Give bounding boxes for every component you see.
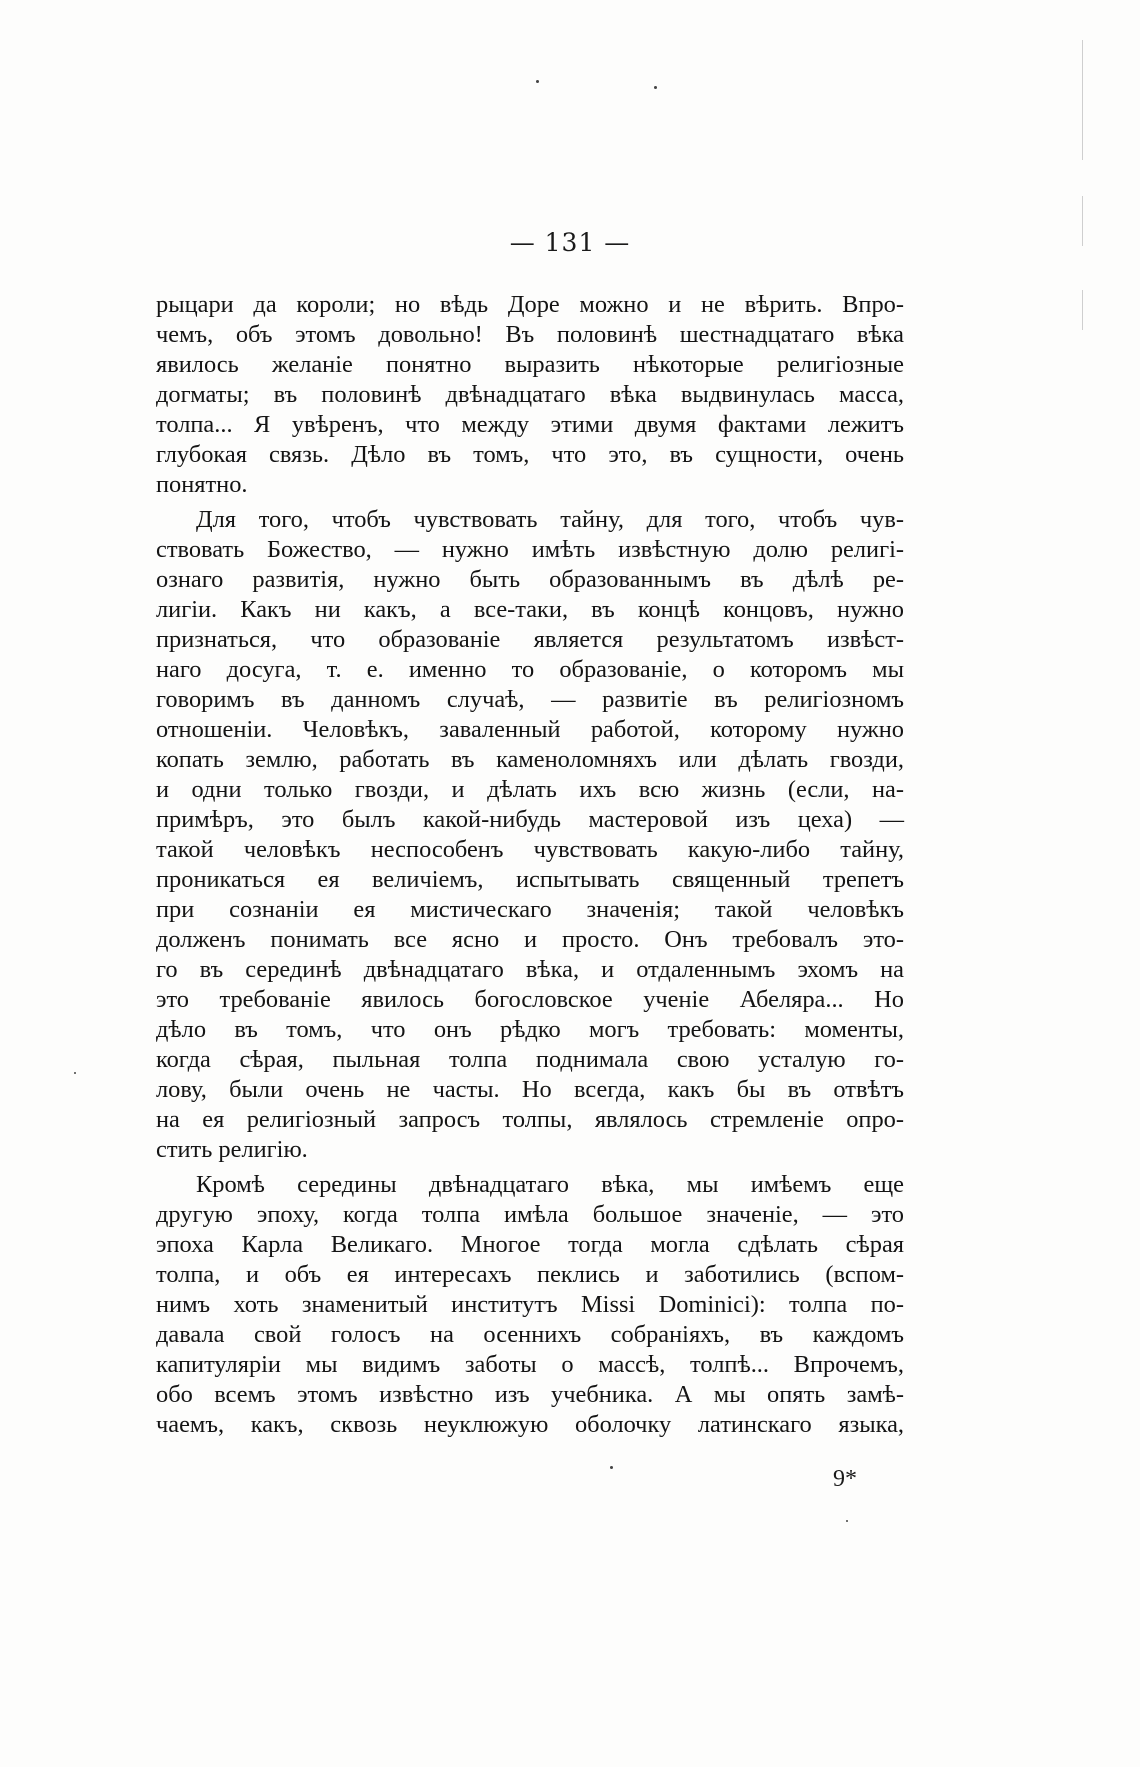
text-line: говоримъ въ данномъ случаѣ, — развитіе въ религіозномъ — [156, 686, 904, 713]
text-line: такой человѣкъ неспособенъ чувствовать какую-либо тайну, — [156, 836, 904, 863]
paragraph — [156, 290, 904, 500]
scan-speck — [654, 86, 657, 89]
text-line: лигіи. Какъ ни какъ, а все-таки, въ концѣ концовъ, нужно — [156, 596, 904, 623]
text-line: и одни только гвозди, и дѣлать ихъ всю жизнь (если, на- — [156, 776, 904, 803]
text-line: догматы; въ половинѣ двѣнадцатаго вѣка выдвинулась масса, — [156, 381, 904, 408]
paragraph — [156, 505, 904, 1165]
text-line: отношеніи. Человѣкъ, заваленный работой, которому нужно — [156, 716, 904, 743]
text-line: нимъ хоть знаменитый институтъ Missi Dominici): толпа по- — [156, 1291, 904, 1318]
text-line: при сознаніи ея мистическаго значенія; такой человѣкъ — [156, 896, 904, 923]
text-line: признаться, что образованіе является результатомъ извѣст- — [156, 626, 904, 653]
text-line: ствовать Божество, — нужно имѣть извѣстную долю религі- — [156, 536, 904, 563]
text-line: го въ серединѣ двѣнадцатаго вѣка, и отдаленнымъ эхомъ на — [156, 956, 904, 983]
text-line: на ея религіозный запросъ толпы, являлось стремленіе опро- — [156, 1106, 904, 1133]
text-line: глубокая связь. Дѣло въ томъ, что это, въ сущности, очень — [156, 441, 904, 468]
text-line: наго досуга, т. е. именно то образованіе, о которомъ мы — [156, 656, 904, 683]
text-line: явилось желаніе понятно выразить нѣкоторые религіозные — [156, 351, 904, 378]
text-line: лову, были очень не часты. Но всегда, какъ бы въ отвѣтъ — [156, 1076, 904, 1103]
scan-speck — [846, 1520, 848, 1522]
text-line: долженъ понимать все ясно и просто. Онъ требовалъ это- — [156, 926, 904, 953]
text-line: ознаго развитія, нужно быть образованнымъ въ дѣлѣ ре- — [156, 566, 904, 593]
text-line: капитуляріи мы видимъ заботы о массѣ, толпѣ... Впрочемъ, — [156, 1351, 904, 1378]
scan-edge-line — [1082, 290, 1083, 330]
text-line: стить религію. — [156, 1136, 308, 1163]
page-number: — 131 — — [509, 228, 631, 257]
text-line: толпа, и объ ея интересахъ пеклись и заботились (вспом- — [156, 1261, 904, 1288]
text-line: это требованіе явилось богословское ученіе Абеляра... Но — [156, 986, 904, 1013]
text-line: давала свой голосъ на осеннихъ собраніяхъ, въ каждомъ — [156, 1321, 904, 1348]
text-line: другую эпоху, когда толпа имѣла большое значеніе, — это — [156, 1201, 904, 1228]
text-line: эпоха Карла Великаго. Многое тогда могла сдѣлать сѣрая — [156, 1231, 904, 1258]
scan-edge-line — [1082, 196, 1083, 246]
text-line: проникаться ея величіемъ, испытывать священный трепетъ — [156, 866, 904, 893]
text-line: Для того, чтобъ чувствовать тайну, для того, чтобъ чув- — [196, 506, 904, 533]
signature-mark: 9* — [833, 1466, 857, 1492]
text-line: чаемъ, какъ, сквозь неуклюжую оболочку латинскаго языка, — [156, 1411, 904, 1438]
text-line: толпа... Я увѣренъ, что между этими двумя фактами лежитъ — [156, 411, 904, 438]
text-line: понятно. — [156, 471, 248, 498]
text-line: когда сѣрая, пыльная толпа поднимала свою усталую го- — [156, 1046, 904, 1073]
text-line: обо всемъ этомъ извѣстно изъ учебника. А мы опять замѣ- — [156, 1381, 904, 1408]
text-line: чемъ, объ этомъ довольно! Въ половинѣ шестнадцатаго вѣка — [156, 321, 904, 348]
scan-speck — [536, 80, 539, 83]
body-text — [156, 290, 904, 1440]
scan-speck — [74, 1072, 76, 1074]
text-line: рыцари да короли; но вѣдь Доре можно и не вѣрить. Впро- — [156, 291, 904, 318]
text-line: копать землю, работать въ каменоломняхъ или дѣлать гвозди, — [156, 746, 904, 773]
text-line: дѣло въ томъ, что онъ рѣдко могъ требовать: моменты, — [156, 1016, 904, 1043]
text-line: Кромѣ середины двѣнадцатаго вѣка, мы имѣемъ еще — [196, 1171, 904, 1198]
scan-speck — [610, 1466, 613, 1469]
paragraph — [156, 1170, 904, 1440]
scan-edge-line — [1082, 40, 1083, 160]
text-line: примѣръ, это былъ какой-нибудь мастеровой изъ цеха) — — [156, 806, 904, 833]
